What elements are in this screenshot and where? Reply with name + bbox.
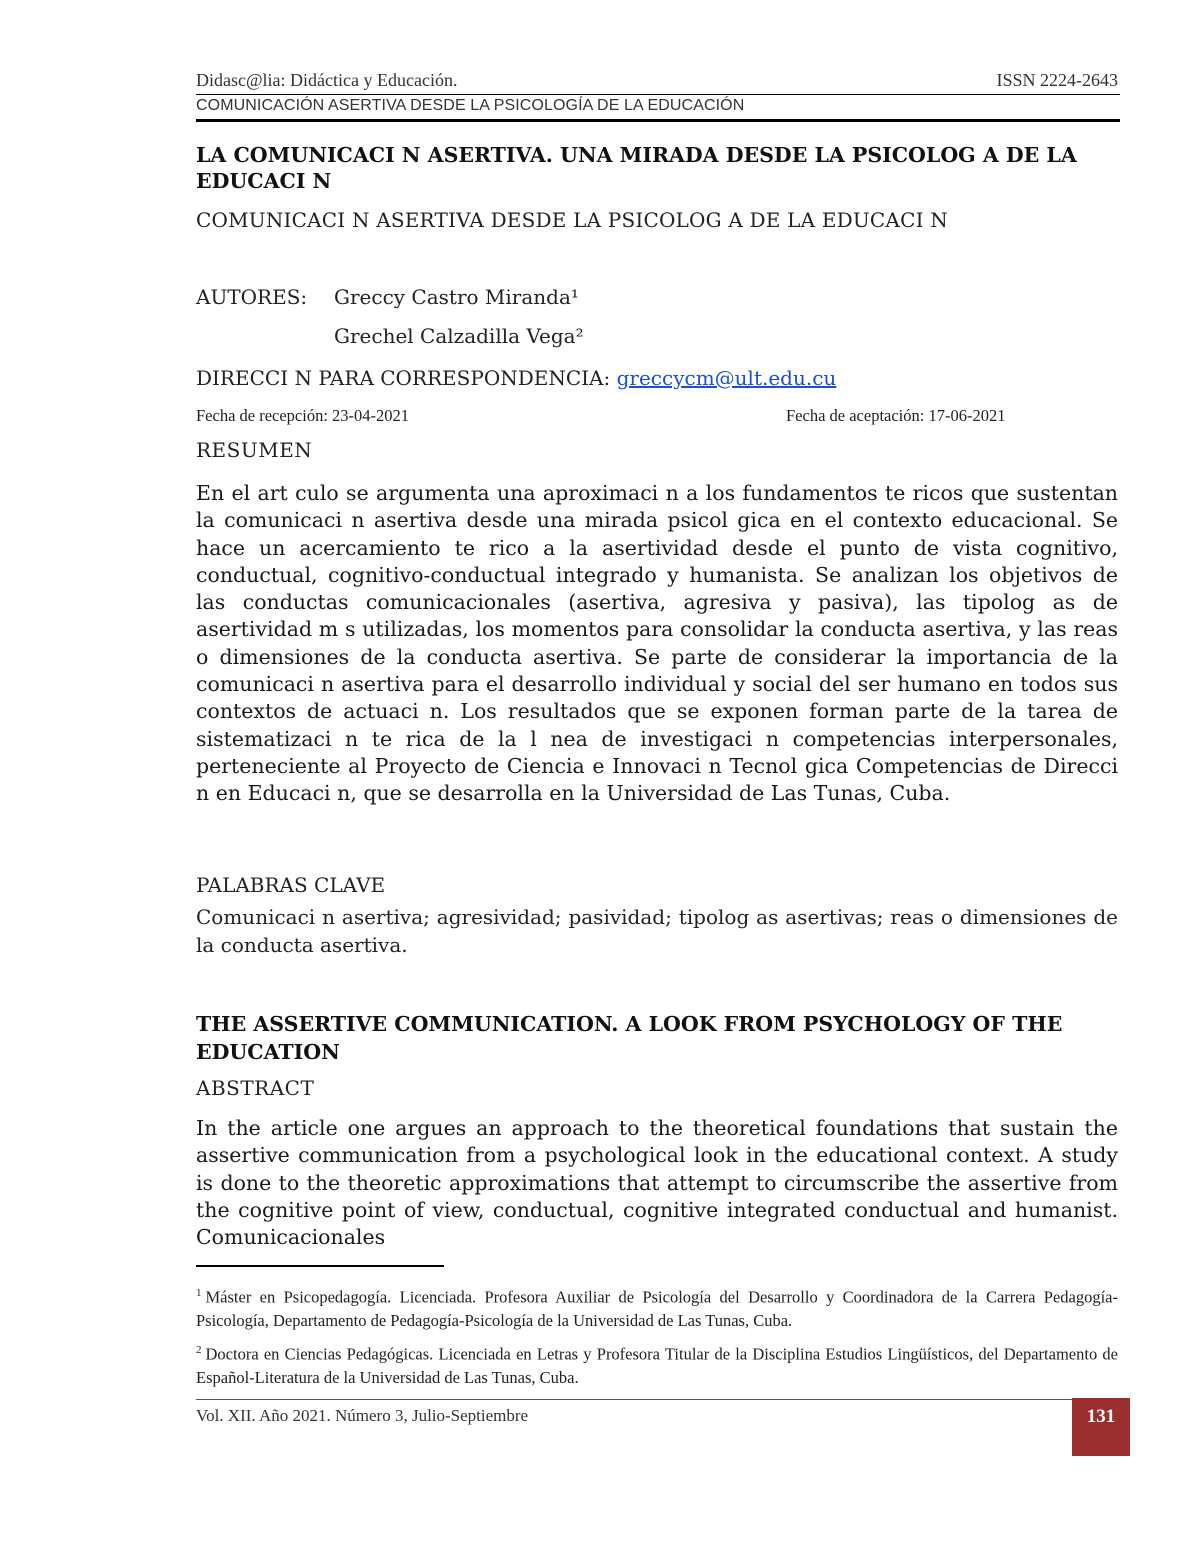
header-divider	[196, 94, 1120, 95]
correspondence-label: DIRECCI N PARA CORRESPONDENCIA:	[196, 366, 611, 390]
footnote-1-mark: 1	[196, 1287, 202, 1299]
abstract-body: In the article one argues an approach to the theoretical foundations that sustain the assertive communication from a psychological look in the educational context. A study is done to the theoretic approximations that attempt to circumscribe the assertive from the cognitive point of view, conductual, cognitive integrated conductual and humanist. Comunicacionales	[196, 1116, 1118, 1250]
keywords-heading: PALABRAS CLAVE	[196, 873, 386, 897]
header-divider-thick	[196, 119, 1120, 122]
issn: ISSN 2224-2643	[996, 70, 1118, 90]
article-title-en: THE ASSERTIVE COMMUNICATION. A LOOK FROM PSYCHOLOGY OF THE EDUCATION	[196, 1012, 1063, 1064]
received-date: Fecha de recepción: 23-04-2021	[196, 406, 410, 425]
footnote-2-mark: 2	[196, 1344, 202, 1356]
footnote-2	[196, 1339, 1118, 1389]
issue-info: Vol. XII. Año 2021. Número 3, Julio-Septiembre	[196, 1406, 529, 1425]
resumen-heading: RESUMEN	[196, 438, 313, 462]
footnote-2-text: Doctora en Ciencias Pedagógicas. Licenciada en Letras y Profesora Titular de la Disciplina Estudios Lingüísticos, del Departamento de Español-Literatura de la Universidad de Las Tunas, Cuba.	[196, 1344, 1118, 1387]
authors-label: AUTORES:	[196, 285, 308, 309]
resumen-body: En el art culo se argumenta una aproximaci n a los fundamentos te ricos que sustentan la comunicaci n asertiva desde una mirada psicol gica en el contexto educacional. Se hace un acercamiento te rico a la asertividad desde el punto de vista cognitivo, conductual, cognitivo-conductual integrado y humanista. Se analizan los objetivos de las conductas comunicacionales (asertiva, agresiva y pasiva), las tipolog as de asertividad m s utilizadas, los momentos para consolidar la conducta asertiva, y las reas o dimensiones de la conducta asertiva. Se parte de considerar la importancia de la comunicaci n asertiva para el desarrollo individual y social del ser humano en todos sus contextos de actuaci n. Los resultados que se exponen forman parte de la tarea de sistematizaci n te rica de la l nea de investigaci n competencias interpersonales, perteneciente al Proyecto de Ciencia e Innovaci n Tecnol gica Competencias de Direcci n en Educaci n, que se desarrolla en la Universidad de Las Tunas, Cuba.	[196, 481, 1118, 806]
keywords-body: Comunicaci n asertiva; agresividad; pasividad; tipolog as asertivas; reas o dimensiones de la conducta asertiva.	[196, 905, 1118, 957]
journal-name: Didasc@lia: Didáctica y Educación.	[196, 70, 458, 90]
article-subtitle-es: COMUNICACI N ASERTIVA DESDE LA PSICOLOG A DE LA EDUCACI N	[196, 208, 948, 232]
footnote-1	[196, 1282, 1118, 1332]
email-link[interactable]: greccycm@ult.edu.cu	[616, 366, 837, 390]
journal-header	[196, 70, 1118, 94]
page-number: 131	[1072, 1398, 1130, 1456]
footer-divider	[196, 1399, 1072, 1400]
accepted-date: Fecha de aceptación: 17-06-2021	[786, 406, 1006, 425]
running-title: COMUNICACIÓN ASERTIVA DESDE LA PSICOLOGÍA DE LA EDUCACIÓN	[196, 97, 745, 114]
dates-row	[196, 406, 1056, 428]
correspondence	[196, 366, 836, 390]
abstract-heading: ABSTRACT	[196, 1076, 315, 1100]
footnote-divider	[196, 1265, 444, 1267]
article-title-es: LA COMUNICACI N ASERTIVA. UNA MIRADA DESDE LA PSICOLOG A DE LA EDUCACI N	[196, 143, 1077, 193]
author-2: Grechel Calzadilla Vega²	[334, 324, 584, 348]
author-1: Greccy Castro Miranda¹	[334, 285, 579, 309]
footnote-1-text: Máster en Psicopedagogía. Licenciada. Profesora Auxiliar de Psicología del Desarrollo y Coordinadora de la Carrera Pedagogía-Psicología, Departamento de Pedagogía-Psicología de la Universidad de Las Tunas, Cuba.	[196, 1287, 1118, 1330]
